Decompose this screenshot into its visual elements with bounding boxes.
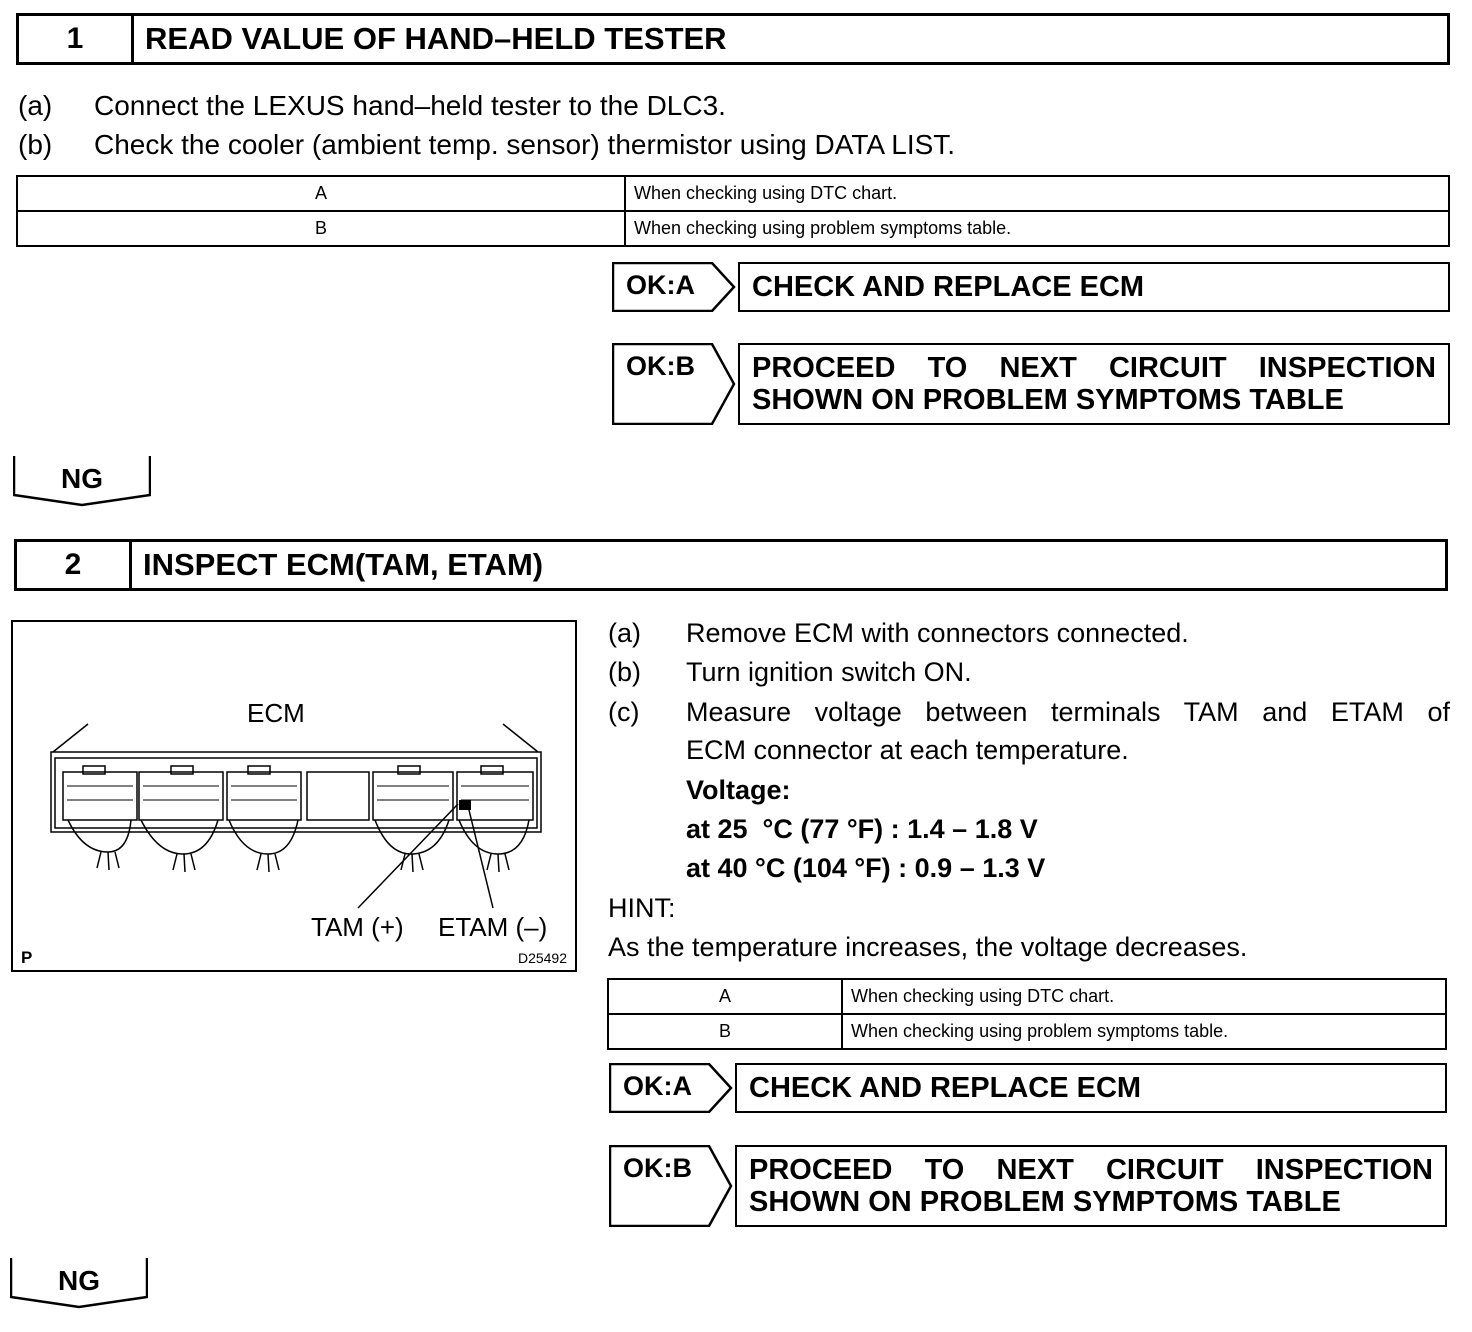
table-row [17,211,1449,246]
ok-b-result-line1: PROCEED TO NEXT CIRCUIT INSPECTION [749,1154,1433,1186]
step-text-line2: ECM connector at each temperature. [686,735,1129,765]
voltage-title: Voltage: [686,775,791,805]
step-text: Connect the LEXUS hand–held tester to the DLC3. [94,90,726,121]
code-cell: A [608,979,842,1014]
ng-branch [10,1257,148,1309]
desc-cell: When checking using problem symptoms table. [625,211,1449,246]
voltage-spec: at 25 °C (77 °F) : 1.4 – 1.8 V [686,814,1038,844]
ok-a-result: CHECK AND REPLACE ECM [738,262,1450,312]
step-label: (a) [18,90,53,121]
ok-b-branch [609,1145,1449,1227]
section-2-header [14,539,1448,591]
ok-b-result-line2: SHOWN ON PROBLEM SYMPTOMS TABLE [752,384,1344,416]
table-row [608,1014,1446,1049]
ok-a-branch [609,1063,1449,1113]
section-1-header [16,13,1450,65]
step-b [18,129,1418,165]
ok-b-result [735,1145,1447,1227]
code-cell: A [17,176,625,211]
step-label: (b) [18,129,53,160]
ok-b-label: OK:B [623,1153,692,1183]
hint-title: HINT: [608,893,676,923]
step-c [608,697,1450,773]
code-cell: B [608,1014,842,1049]
table-row [17,176,1449,211]
ok-b-branch [612,343,1452,425]
ecm-figure [11,620,577,972]
section-title: INSPECT ECM(TAM, ETAM) [143,547,544,582]
ok-b-label: OK:B [626,351,695,381]
ok-a-label: OK:A [623,1071,692,1101]
desc-cell: When checking using problem symptoms table. [842,1014,1446,1049]
ok-b-result-line1: PROCEED TO NEXT CIRCUIT INSPECTION [752,352,1436,384]
step-a [18,90,1418,126]
result-table [16,175,1450,247]
result-table [607,978,1447,1050]
code-cell: B [17,211,625,246]
section-number: 1 [19,16,134,62]
etam-label: ETAM (–) [438,912,548,942]
tam-label: TAM (+) [311,912,404,942]
ok-a-branch [612,262,1452,312]
figure-id: D25492 [517,950,567,966]
section-title: READ VALUE OF HAND–HELD TESTER [145,21,727,56]
step-label: (a) [608,618,641,648]
step-a [608,618,1448,654]
step-text: Remove ECM with connectors connected. [686,618,1189,648]
figure-corner-label: P [21,948,33,967]
section-number: 2 [17,542,132,588]
ok-b-result [738,343,1450,425]
step-text: Check the cooler (ambient temp. sensor) thermistor using DATA LIST. [94,129,956,160]
step-b [608,657,1448,693]
hint-text: As the temperature increases, the voltage decreases. [608,932,1248,962]
table-row [608,979,1446,1014]
desc-cell: When checking using DTC chart. [842,979,1446,1014]
step-label: (c) [608,697,640,727]
ecm-label: ECM [247,698,305,728]
step-label: (b) [608,657,641,687]
ok-b-result-line2: SHOWN ON PROBLEM SYMPTOMS TABLE [749,1186,1341,1218]
step-text-line1: Measure voltage between terminals TAM and ETAM of [686,697,1450,727]
ok-a-label: OK:A [626,270,695,300]
ng-label: NG [61,463,103,494]
ok-a-result: CHECK AND REPLACE ECM [735,1063,1447,1113]
ng-branch [13,455,151,507]
step-text: Turn ignition switch ON. [686,657,972,687]
ng-label: NG [58,1265,100,1296]
desc-cell: When checking using DTC chart. [625,176,1449,211]
voltage-spec: at 40 °C (104 °F) : 0.9 – 1.3 V [686,853,1046,883]
